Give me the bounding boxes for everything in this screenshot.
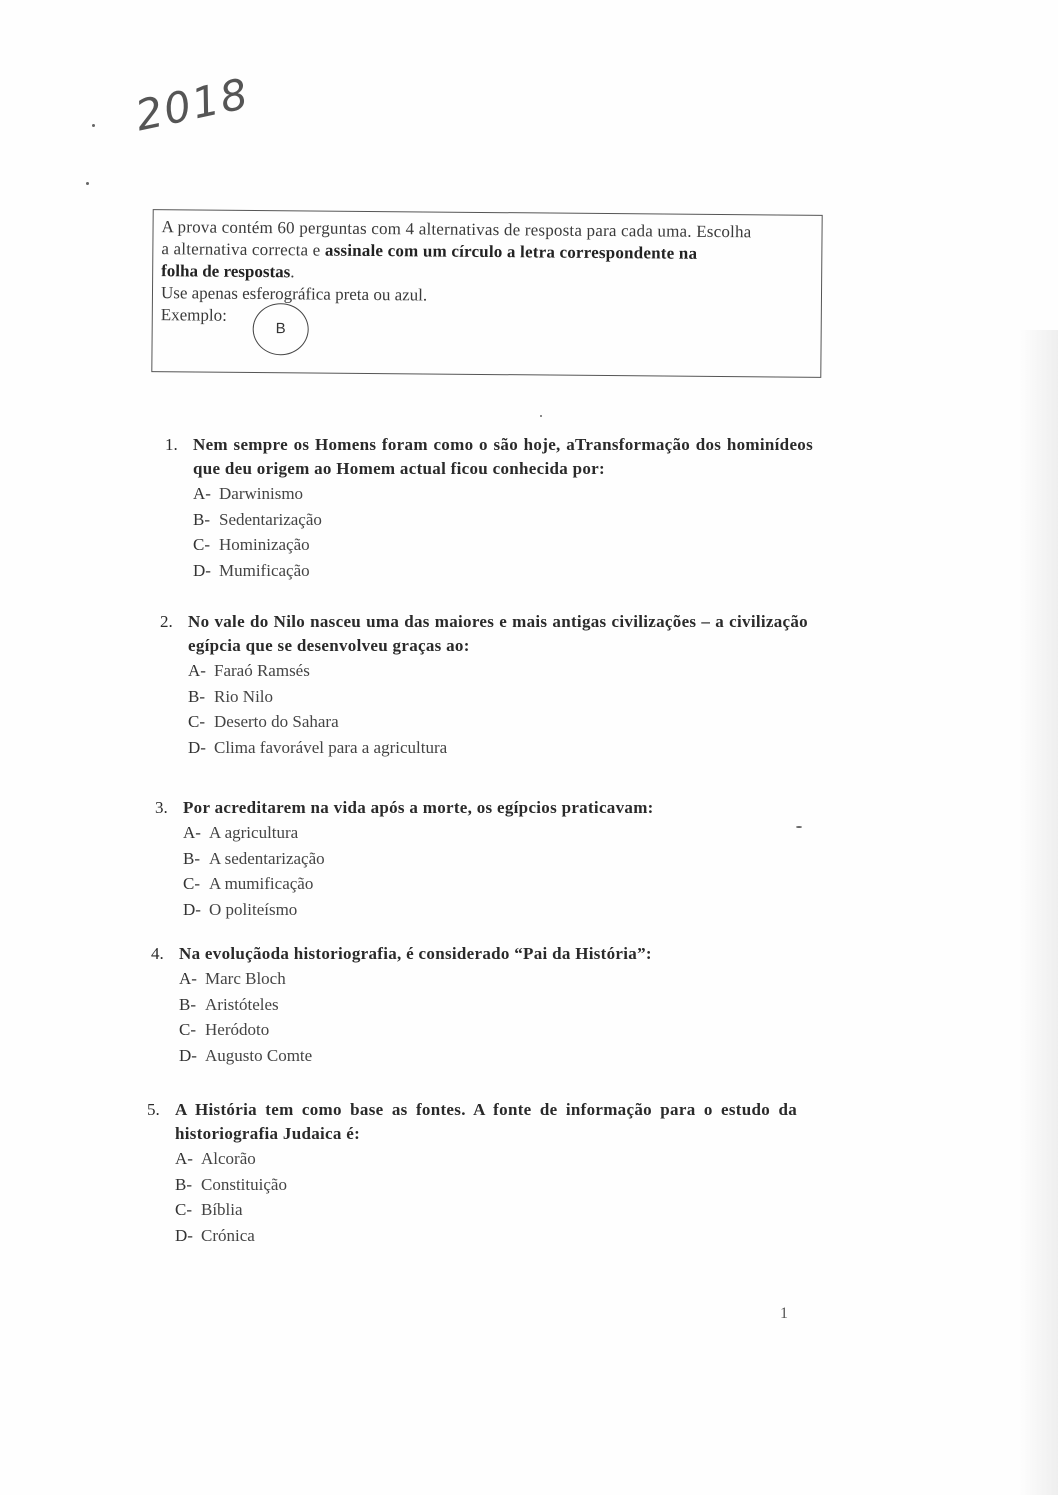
option-text: Faraó Ramsés xyxy=(214,661,310,680)
question-text: A História tem como base as fontes. A fonte de informação para o estudo da historiografia Judaica é: xyxy=(175,1100,797,1143)
option-letter: C- xyxy=(188,712,205,731)
option-d xyxy=(179,1043,799,1069)
instructions-line-4: Use apenas esferográfica preta ou azul. xyxy=(160,283,428,305)
option-text: Hominização xyxy=(219,535,310,554)
scan-shadow-edge xyxy=(1018,330,1058,1495)
question-1-header xyxy=(165,433,813,481)
question-4 xyxy=(151,942,799,1068)
scan-speck xyxy=(540,415,542,417)
question-text: Nem sempre os Homens foram como o são hoje, aTransformação dos hominídeos que deu origem ao Homem actual ficou conhecida por: xyxy=(193,435,813,478)
handwritten-year: 2018 xyxy=(131,68,254,141)
option-c xyxy=(188,709,808,735)
instructions-line-2-bold: assinale com um círculo a letra correspondente na xyxy=(324,240,698,263)
options-list xyxy=(175,1146,797,1248)
options-list xyxy=(193,481,813,583)
instructions-line-2-text: a alternativa correcta e xyxy=(161,239,326,260)
option-text: Sedentarização xyxy=(219,509,322,529)
option-letter: C- xyxy=(193,535,210,554)
options-list xyxy=(179,966,799,1068)
option-a xyxy=(188,658,808,684)
option-d xyxy=(193,558,813,584)
option-d xyxy=(188,735,808,761)
scan-speck xyxy=(92,124,95,127)
option-a xyxy=(175,1146,797,1172)
option-letter: A- xyxy=(179,969,197,988)
option-letter: C- xyxy=(175,1200,192,1219)
option-letter: A- xyxy=(188,661,206,680)
question-text: Por acreditarem na vida após a morte, os egípcios praticavam: xyxy=(183,798,654,817)
option-letter: C- xyxy=(179,1020,196,1039)
option-letter: D- xyxy=(183,899,201,919)
option-letter: A- xyxy=(183,823,201,842)
question-text: No vale do Nilo nasceu uma das maiores e mais antigas civilizações – a civilização egípcia que se desenvolveu graças ao: xyxy=(188,612,808,655)
option-letter: B- xyxy=(188,686,205,706)
option-text: A sedentarização xyxy=(209,848,325,868)
option-text: Darwinismo xyxy=(219,484,304,503)
option-d xyxy=(183,897,803,923)
option-text: A agricultura xyxy=(209,823,299,842)
option-text: O politeísmo xyxy=(209,899,298,919)
option-c xyxy=(183,871,803,897)
option-b xyxy=(193,507,813,533)
options-list xyxy=(188,658,808,760)
option-letter: D- xyxy=(179,1045,197,1065)
example-letter: B xyxy=(275,320,286,338)
option-letter: D- xyxy=(193,560,211,580)
option-letter: B- xyxy=(193,509,210,529)
option-text: Heródoto xyxy=(205,1020,270,1039)
question-2 xyxy=(160,610,808,760)
example-row xyxy=(161,304,813,350)
question-4-header xyxy=(151,942,799,966)
option-letter: B- xyxy=(183,848,200,868)
question-text: Na evoluçãoda historiografia, é considerado “Pai da História”: xyxy=(179,944,652,963)
option-b xyxy=(175,1172,797,1198)
option-a xyxy=(179,966,799,992)
instructions-line-3-tail: . xyxy=(290,262,295,282)
instructions-box xyxy=(151,209,822,378)
option-c xyxy=(193,532,813,558)
option-text: Aristóteles xyxy=(205,994,279,1014)
question-number: 2. xyxy=(160,612,173,631)
option-text: Alcorão xyxy=(201,1149,256,1168)
question-3-header xyxy=(155,796,803,820)
example-circled-answer xyxy=(252,303,308,355)
option-text: Mumificação xyxy=(219,560,310,580)
option-b xyxy=(179,992,799,1018)
question-2-header xyxy=(160,610,808,658)
option-a xyxy=(193,481,813,507)
option-text: Rio Nilo xyxy=(214,686,274,706)
option-letter: D- xyxy=(188,737,206,757)
option-text: Constituição xyxy=(201,1174,287,1194)
question-5-header xyxy=(147,1098,797,1146)
option-b xyxy=(183,846,803,872)
option-letter: A- xyxy=(193,484,211,503)
option-text: Crónica xyxy=(201,1225,255,1245)
question-number: 4. xyxy=(151,944,164,963)
option-text: Deserto do Sahara xyxy=(214,712,339,731)
option-text: Clima favorável para a agricultura xyxy=(214,737,448,757)
answer-sheet-label: folha de respostas xyxy=(161,261,291,282)
option-d xyxy=(175,1223,797,1249)
option-c xyxy=(179,1017,799,1043)
option-text: Marc Bloch xyxy=(205,969,286,988)
option-text: A mumificação xyxy=(209,874,314,893)
question-number: 1. xyxy=(165,435,178,454)
question-number: 3. xyxy=(155,798,168,817)
option-a xyxy=(183,820,803,846)
question-3 xyxy=(155,796,803,922)
option-c xyxy=(175,1197,797,1223)
option-b xyxy=(188,684,808,710)
page-number: 1 xyxy=(780,1305,788,1322)
option-letter: D- xyxy=(175,1225,193,1245)
option-letter: C- xyxy=(183,874,200,893)
option-text: Augusto Comte xyxy=(205,1045,313,1065)
example-label: Exemplo: xyxy=(160,305,227,325)
instructions-line-1: A prova contém 60 perguntas com 4 alternativas de resposta para cada uma. Escolha xyxy=(161,217,752,242)
option-letter: B- xyxy=(175,1174,192,1194)
option-text: Bíblia xyxy=(201,1200,243,1219)
question-number: 5. xyxy=(147,1100,160,1119)
options-list xyxy=(183,820,803,922)
scan-speck xyxy=(86,182,89,185)
option-letter: B- xyxy=(179,994,196,1014)
option-letter: A- xyxy=(175,1149,193,1168)
question-1 xyxy=(165,433,813,583)
question-5 xyxy=(147,1098,797,1248)
